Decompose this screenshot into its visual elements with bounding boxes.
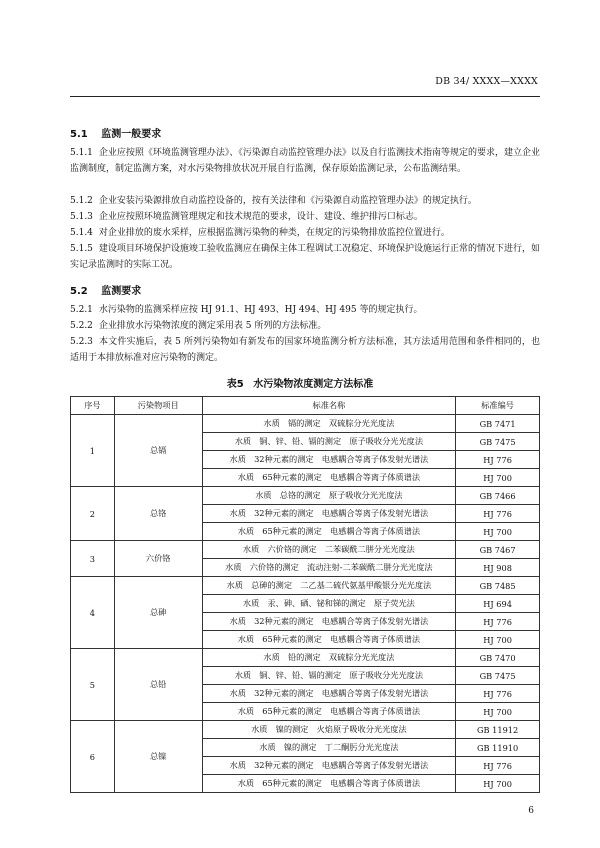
cell-standard-name: 水质 镉的测定 双硫腙分光光度法 [202,415,456,433]
cell-standard-name: 水质 铅的测定 双硫腙分光光度法 [202,649,456,667]
cell-standard-name: 水质 32种元素的测定 电感耦合等离子体发射光谱法 [202,505,456,523]
cell-standard-code: GB 11912 [456,721,540,739]
cell-standard-name: 水质 六价铬的测定 流动注射-二苯碳酰二肼分光光度法 [202,559,456,577]
cell-standard-name: 水质 镍的测定 丁二酮肟分光光度法 [202,739,456,757]
cell-standard-name: 水质 铜、锌、铅、镉的测定 原子吸收分光光度法 [202,667,456,685]
cell-standard-name: 水质 总铬的测定 原子吸收分光光度法 [202,487,456,505]
cell-standard-name: 水质 32种元素的测定 电感耦合等离子体发射光谱法 [202,685,456,703]
table-row [71,487,540,505]
cell-standard-name: 水质 65种元素的测定 电感耦合等离子体质谱法 [202,469,456,487]
table-row [71,415,540,433]
header-rule [70,96,540,97]
table-header-row [71,397,540,415]
table-caption-title: 水污染物浓度测定方法标准 [253,379,374,390]
clause-text: 本文件实施后，表 5 所列污染物如有新发布的国家环境监测分析方法标准，其方法适用范围和条件相同的，也适用于本排放标准对应污染物的测定。 [70,337,540,363]
cell-standard-name: 水质 32种元素的测定 电感耦合等离子体发射光谱法 [202,451,456,469]
clause-5-2-3 [70,334,540,366]
cell-seq: 4 [71,577,115,649]
cell-standard-code: GB 7470 [456,649,540,667]
clause-5-1-2 [70,193,540,209]
cell-pollutant: 总镉 [114,415,202,487]
cell-seq: 5 [71,649,115,721]
document-code: DB 34/ XXXX—XXXX [435,76,538,87]
section-title: 监测一般要求 [101,129,162,140]
cell-standard-code: HJ 700 [456,703,540,721]
cell-pollutant: 总镍 [114,721,202,793]
section-5-1-heading [70,125,161,140]
clause-number: 5.2.2 [70,321,93,331]
cell-standard-code: HJ 776 [456,685,540,703]
cell-standard-code: GB 7485 [456,577,540,595]
cell-pollutant: 总铅 [114,649,202,721]
table-caption-number: 表5 [226,379,244,390]
cell-standard-name: 水质 铜、锌、铅、镉的测定 原子吸收分光光度法 [202,433,456,451]
cell-pollutant: 六价铬 [114,541,202,577]
cell-standard-name: 水质 六价铬的测定 二苯碳酰二肼分光光度法 [202,541,456,559]
cell-standard-name: 水质 镍的测定 火焰原子吸收分光光度法 [202,721,456,739]
table-body [71,415,540,793]
cell-standard-code: HJ 776 [456,757,540,775]
cell-standard-name: 水质 65种元素的测定 电感耦合等离子体质谱法 [202,523,456,541]
cell-pollutant: 总铬 [114,487,202,541]
table-row [71,541,540,559]
section-title: 监测要求 [101,286,142,297]
standards-table [70,396,540,793]
cell-seq: 2 [71,487,115,541]
cell-standard-code: GB 7475 [456,433,540,451]
cell-standard-name: 水质 65种元素的测定 电感耦合等离子体质谱法 [202,703,456,721]
header-item: 污染物项目 [114,397,202,415]
clause-number: 5.1.2 [70,196,93,206]
clause-text: 水污染物的监测采样应按 HJ 91.1、HJ 493、HJ 494、HJ 495 等的规定执行。 [98,305,423,315]
cell-standard-name: 水质 32种元素的测定 电感耦合等离子体发射光谱法 [202,757,456,775]
clause-text: 企业安装污染源排放自动监控设备的，按有关法律和《污染源自动监控管理办法》的规定执行。 [98,196,477,206]
clause-5-1-5 [70,241,540,273]
cell-seq: 6 [71,721,115,793]
section-5-2-heading [70,282,141,297]
cell-standard-code: GB 7466 [456,487,540,505]
cell-standard-code: HJ 694 [456,595,540,613]
header-code: 标准编号 [456,397,540,415]
clause-text: 对企业排放的废水采样，应根据监测污染物的种类，在规定的污染物排放监控位置进行。 [98,228,450,238]
cell-pollutant: 总砷 [114,577,202,649]
cell-standard-code: GB 7467 [456,541,540,559]
cell-standard-code: HJ 776 [456,451,540,469]
clause-text: 建设项目环境保护设施竣工验收监测应在确保主体工程调试工况稳定、环境保护设施运行正常的情况下进行，如实记录监测时的实际工况。 [70,244,540,270]
clause-number: 5.1.5 [70,244,93,254]
section-number: 5.1 [70,129,88,140]
clause-text: 企业应按照环境监测管理规定和技术规范的要求，设计、建设、维护排污口标志。 [98,212,423,222]
cell-standard-code: HJ 700 [456,631,540,649]
cell-standard-name: 水质 65种元素的测定 电感耦合等离子体质谱法 [202,631,456,649]
clause-5-1-4 [70,225,540,241]
table-row [71,577,540,595]
cell-standard-name: 水质 32种元素的测定 电感耦合等离子体发射光谱法 [202,613,456,631]
clause-5-2-1 [70,302,540,318]
clause-text: 企业应按照《环境监测管理办法》、《污染源自动监控管理办法》以及自行监测技术指南等规定的要求，建立企业监测制度，制定监测方案，对水污染物排放状况开展自行监测，保存原始监测记录，公布监测结果。 [70,148,540,174]
table-row [71,649,540,667]
cell-seq: 1 [71,415,115,487]
clause-number: 5.1.4 [70,228,93,238]
table-row [71,721,540,739]
cell-standard-name: 水质 65种元素的测定 电感耦合等离子体质谱法 [202,775,456,793]
cell-standard-code: HJ 908 [456,559,540,577]
clause-number: 5.1.3 [70,212,93,222]
cell-standard-code: GB 11910 [456,739,540,757]
cell-standard-code: HJ 700 [456,523,540,541]
cell-standard-name: 水质 总砷的测定 二乙基二硫代氨基甲酸银分光光度法 [202,577,456,595]
clause-number: 5.2.1 [70,305,93,315]
cell-seq: 3 [71,541,115,577]
clause-number: 5.1.1 [70,148,93,158]
clause-5-1-1 [70,145,540,177]
section-number: 5.2 [70,286,88,297]
cell-standard-code: HJ 700 [456,775,540,793]
cell-standard-code: GB 7471 [456,415,540,433]
cell-standard-code: HJ 700 [456,469,540,487]
clause-number: 5.2.3 [70,337,93,347]
cell-standard-code: HJ 776 [456,505,540,523]
table-caption [0,375,600,390]
cell-standard-name: 水质 汞、砷、硒、铋和锑的测定 原子荧光法 [202,595,456,613]
header-name: 标准名称 [202,397,456,415]
page-number: 6 [528,806,534,816]
clause-text: 企业排放水污染物浓度的测定采用表 5 所列的方法标准。 [98,321,327,331]
cell-standard-code: GB 7475 [456,667,540,685]
clause-5-1-3 [70,209,540,225]
cell-standard-code: HJ 776 [456,613,540,631]
clause-5-2-2 [70,318,540,334]
header-seq: 序号 [71,397,115,415]
